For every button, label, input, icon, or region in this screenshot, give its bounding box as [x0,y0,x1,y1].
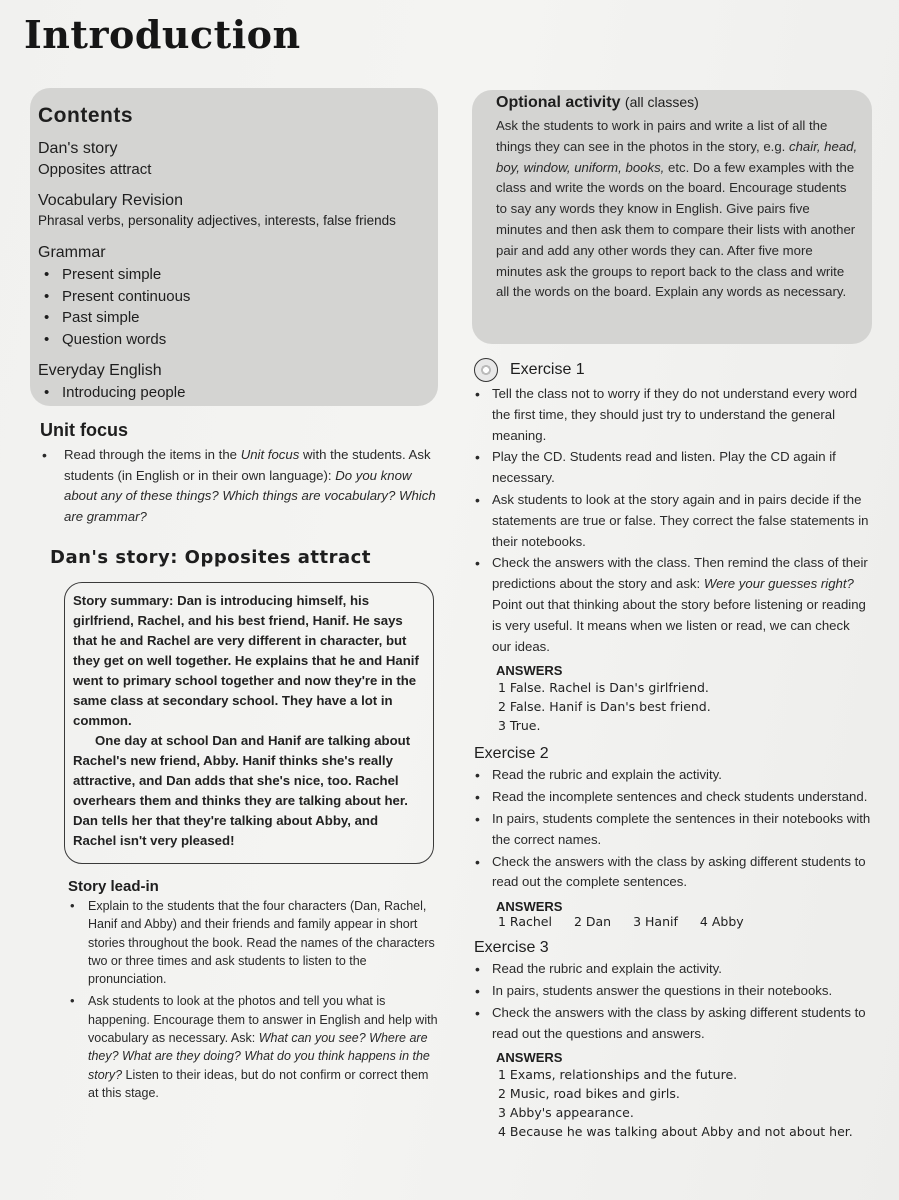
exercise-1-heading [474,358,872,382]
list-item: • Introducing people [62,382,422,404]
right-column [472,90,872,1141]
story-heading: Dan's story: Opposites attract [50,547,371,568]
optional-activity-title [496,94,858,112]
italic-text: Unit focus [240,447,300,462]
contents-heading: Contents [38,104,133,127]
italic-text: chair, head, boy, window, uniform, books, [496,138,858,175]
story-summary-box [64,582,434,864]
text-span: Read through the items in the [64,447,241,462]
answers-label: ANSWERS [496,899,563,915]
optional-activity-box [472,90,872,344]
exercise-2-list [472,765,872,893]
optional-activity-text [496,116,858,303]
list-item: • Check the answers with the class by asking different students to read out the complete sentences. [492,852,872,894]
exercise-3-list [472,959,872,1044]
text-span: Ask the students to work in pairs and write a list of all the things they can see in the photos in the story, e.g. [496,118,828,154]
text-span: etc. Do a few examples with the class and write the words on the board. Encourage students to say any words they know in English. Give pairs five minutes and then ask them to compare their lists with another pair and add any other words they can. After five more minutes ask the groups to report back to the class and write all the words on the board. Explain any words as necessary. [496,159,856,300]
exercise-2-heading: Exercise 2 [474,745,549,763]
story-lead-in-heading: Story lead-in [68,878,159,895]
exercise-3-heading: Exercise 3 [474,939,549,957]
answer-line: 3 Abby's appearance. [498,1105,634,1121]
exercise-1-title: Exercise 1 [510,361,585,378]
answer-item: 2 Dan [573,914,612,930]
vocab-subtitle: Phrasal verbs, personality adjectives, interests, false friends [38,213,396,228]
vocab-heading: Vocabulary Revision [38,192,183,209]
italic-text: Were your guesses right? [703,576,854,592]
list-item: • In pairs, students answer the questions in their notebooks. [492,981,872,1002]
list-item [492,553,872,657]
answer-line: 3 True. [498,718,541,734]
text-span: with the students. Ask students (in English or in their own language): [64,447,431,483]
answer-line: 4 Because he was talking about Abby and not about her. [498,1124,853,1140]
grammar-list [38,264,422,350]
answer-line: 2 Music, road bikes and girls. [498,1086,680,1102]
text-span: Check the answers with the class. Then remind the class of their predictions about the story and ask: [492,555,868,592]
answer-item: 4 Abby [699,914,744,930]
answer-item: 3 Hanif [633,914,678,930]
story-summary-p2: One day at school Dan and Hanif are talking about Rachel's new friend, Abby. Hanif thinks she's really attractive, and Dan adds that she's nice, too. Rachel overhears them and thinks they are talking about her. Dan tells her that they're talking about Abby, and Rachel isn't very pleased! [73,733,411,848]
list-item: • Check the answers with the class by asking different students to read out the questions and answers. [492,1003,872,1045]
dans-story-subtitle: Opposites attract [38,161,152,178]
everyday-english-heading: Everyday English [38,362,162,379]
answer-line: 1 False. Rachel is Dan's girlfriend. [498,680,709,696]
grammar-heading: Grammar [38,244,106,261]
list-item: • Ask students to look at the story again and in pairs decide if the statements are true or false. They correct the false statements in their notebooks. [492,490,872,552]
list-item: • Present continuous [62,286,422,308]
list-item: • Read the incomplete sentences and check students understand. [492,787,872,808]
answer-item: 1 Rachel [498,914,552,930]
cd-icon [474,358,498,382]
list-item: • Explain to the students that the four characters (Dan, Rachel, Hanif and Abby) and their friends and family appear in short stories throughout the book. Read the names of the characters two or three times and ask students to listen to the pronunciation. [88,897,438,988]
list-item [64,445,438,527]
list-item: • Read the rubric and explain the activity. [492,765,872,786]
list-item: • Question words [62,329,422,351]
list-item: • In pairs, students complete the sentences in their notebooks with the correct names. [492,809,872,851]
exercise-1-list [472,384,872,657]
list-item: • Past simple [62,307,422,329]
page-title: Introduction [24,12,301,57]
answers-label: ANSWERS [496,663,563,679]
italic-text: Do you know about any of these things? Which things are vocabulary? Which are grammar? [64,467,436,524]
list-item: • Tell the class not to worry if they do not understand every word the first time, they should just try to understand the general meaning. [492,384,872,446]
text-span: Ask students to look at the photos and tell you what is happening. Encourage them to answer in English and help with vocabulary as necessary. Ask: [88,994,438,1046]
lead-in-list [30,897,438,1102]
list-item: • Read the rubric and explain the activity. [492,959,872,980]
italic-text: What can you see? Where are they? What are they doing? What do you think happens in the story? [88,1031,430,1082]
list-item: • Play the CD. Students read and listen. Play the CD again if necessary. [492,447,872,489]
contents-box [30,88,438,406]
everyday-list [38,382,422,404]
text-span: Point out that thinking about the story before listening or reading is very useful. It means when we listen or read, we can check our ideas. [492,596,866,654]
story-summary-p1: Story summary: Dan is introducing himself, his girlfriend, Rachel, and his best friend, Hanif. He says that he and Rachel are very different in character, but they get on well together. He explains that he and Hanif went to primary school together and now they're in the same class at secondary school. They have a lot in common. [73,593,419,728]
optional-title-text: Optional activity [496,94,621,111]
answer-line: 2 False. Hanif is Dan's best friend. [498,699,711,715]
optional-title-sub: (all classes) [624,94,699,110]
list-item: • Present simple [62,264,422,286]
answers-row [498,914,872,929]
unit-focus-list [30,445,438,527]
text-span: Listen to their ideas, but do not confirm or correct them at this stage. [88,1067,429,1100]
answer-line: 1 Exams, relationships and the future. [498,1067,738,1083]
list-item [88,992,438,1102]
unit-focus-heading: Unit focus [40,420,128,440]
answers-label: ANSWERS [496,1050,563,1066]
dans-story-heading: Dan's story [38,140,118,157]
left-column [30,88,438,1106]
